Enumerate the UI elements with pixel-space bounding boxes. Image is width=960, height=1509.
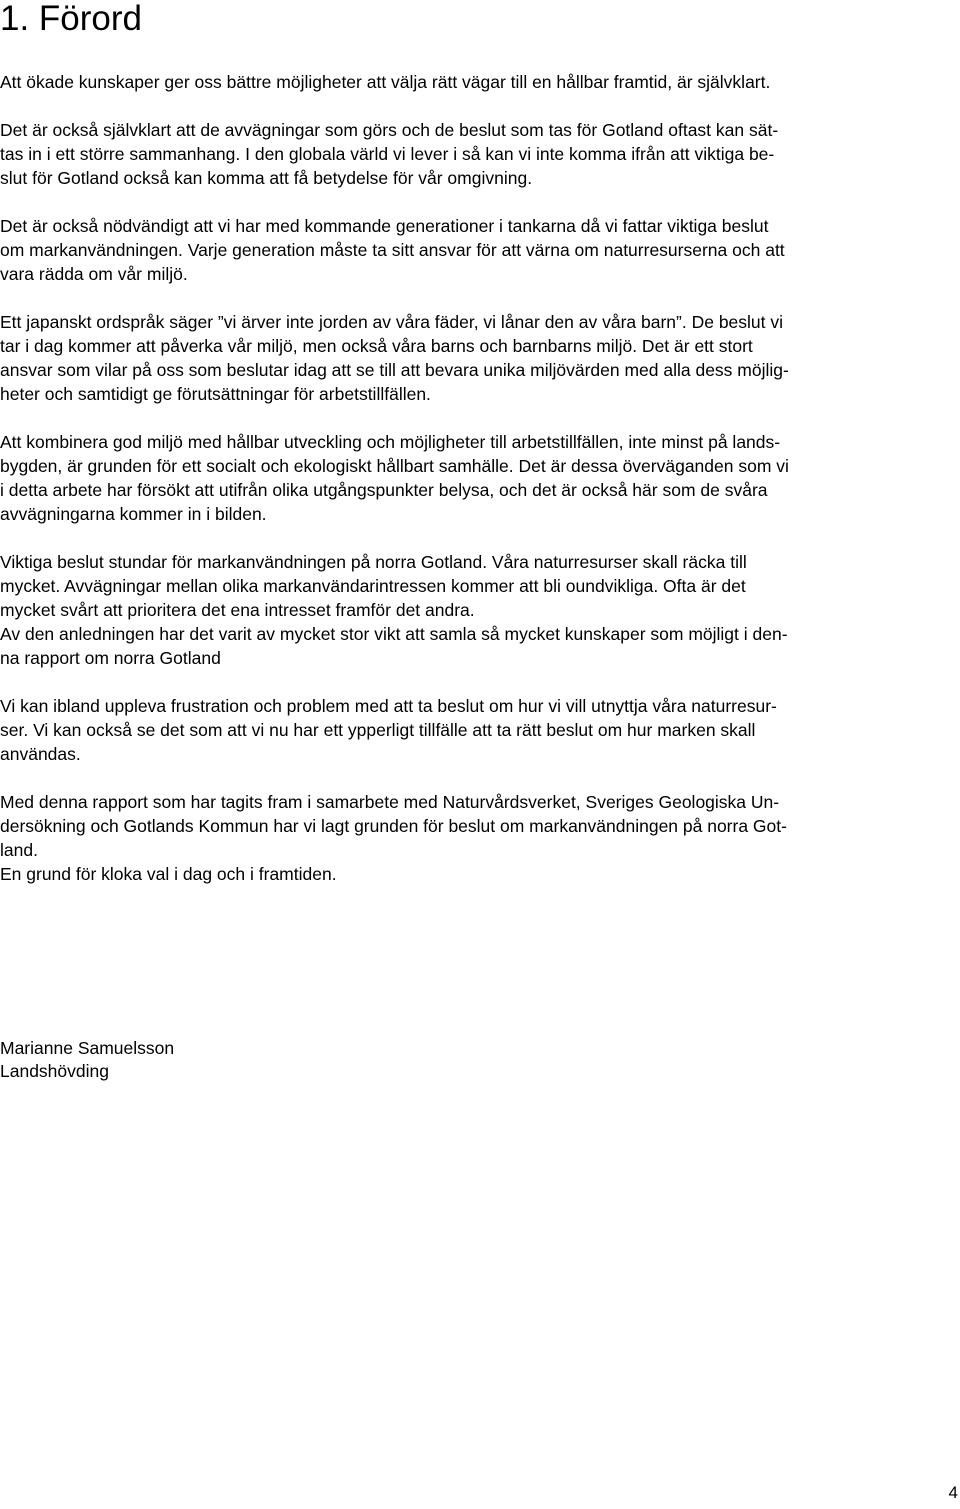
text-line: Att ökade kunskaper ger oss bättre möjligheter att välja rätt vägar till en hållbar framtid, är självklart. — [0, 72, 771, 92]
paragraph — [0, 694, 945, 766]
text-line: användas. — [0, 744, 81, 764]
signature-role: Landshövding — [0, 1061, 109, 1081]
text-line: land. — [0, 840, 38, 860]
paragraph — [0, 550, 945, 622]
body-text — [0, 70, 945, 910]
text-line: heter och samtidigt ge förutsättningar för arbetstillfällen. — [0, 384, 431, 404]
text-line: Ett japanskt ordspråk säger ”vi ärver inte jorden av våra fäder, vi lånar den av våra barn”. De beslut vi — [0, 312, 784, 332]
paragraph — [0, 214, 945, 286]
paragraph — [0, 790, 945, 862]
text-line: i detta arbete har försökt att utifrån olika utgångspunkter belysa, och det är också här som de svåra — [0, 480, 768, 500]
signature-name: Marianne Samuelsson — [0, 1038, 175, 1058]
text-line: vara rädda om vår miljö. — [0, 264, 188, 284]
text-line: tas in i ett större sammanhang. I den globala värld vi lever i så kan vi inte komma ifrån att viktiga be- — [0, 144, 775, 164]
text-line: mycket svårt att prioritera det ena intresset framför det andra. — [0, 600, 475, 620]
signature-block — [0, 1037, 174, 1083]
text-line: Viktiga beslut stundar för markanvändningen på norra Gotland. Våra naturresurser skall räcka till — [0, 552, 747, 572]
text-line: om markanvändningen. Varje generation måste ta sitt ansvar för att värna om naturresurserna och att — [0, 240, 785, 260]
text-line: avvägningarna kommer in i bilden. — [0, 504, 267, 524]
text-line: Att kombinera god miljö med hållbar utveckling och möjligheter till arbetstillfällen, inte minst på lands- — [0, 432, 781, 452]
text-line: Det är också självklart att de avvägningar som görs och de beslut som tas för Gotland oftast kan sät- — [0, 120, 779, 140]
text-line: ser. Vi kan också se det som att vi nu har ett ypperligt tillfälle att ta rätt beslut om hur marken skall — [0, 720, 756, 740]
text-line: Det är också nödvändigt att vi har med kommande generationer i tankarna då vi fattar viktiga beslut — [0, 216, 769, 236]
text-line: na rapport om norra Gotland — [0, 648, 221, 668]
paragraph — [0, 622, 945, 670]
text-line: tar i dag kommer att påverka vår miljö, men också våra barns och barnbarns miljö. Det är ett stort — [0, 336, 753, 356]
text-line: ansvar som vilar på oss som beslutar idag att se till att bevara unika miljövärden med alla dess möjlig- — [0, 360, 789, 380]
text-line: Vi kan ibland uppleva frustration och problem med att ta beslut om hur vi vill utnyttja våra naturresur- — [0, 696, 777, 716]
paragraph — [0, 310, 945, 406]
text-line: slut för Gotland också kan komma att få betydelse för vår omgivning. — [0, 168, 533, 188]
text-line: mycket. Avvägningar mellan olika markanvändarintressen kommer att bli oundvikliga. Ofta är det — [0, 576, 746, 596]
paragraph — [0, 118, 945, 190]
paragraph — [0, 862, 945, 886]
paragraph — [0, 70, 945, 94]
text-line: Av den anledningen har det varit av mycket stor vikt att samla så mycket kunskaper som möjligt i den- — [0, 624, 788, 644]
text-line: Med denna rapport som har tagits fram i samarbete med Naturvårdsverket, Sveriges Geologiska Un- — [0, 792, 780, 812]
page-title: 1. Förord — [0, 0, 142, 38]
page-number: 4 — [948, 1483, 958, 1502]
text-line: En grund för kloka val i dag och i framtiden. — [0, 864, 337, 884]
text-line: bygden, är grunden för ett socialt och ekologiskt hållbart samhälle. Det är dessa överväganden som vi — [0, 456, 789, 476]
paragraph — [0, 430, 945, 526]
text-line: dersökning och Gotlands Kommun har vi lagt grunden för beslut om markanvändningen på norra Got- — [0, 816, 787, 836]
